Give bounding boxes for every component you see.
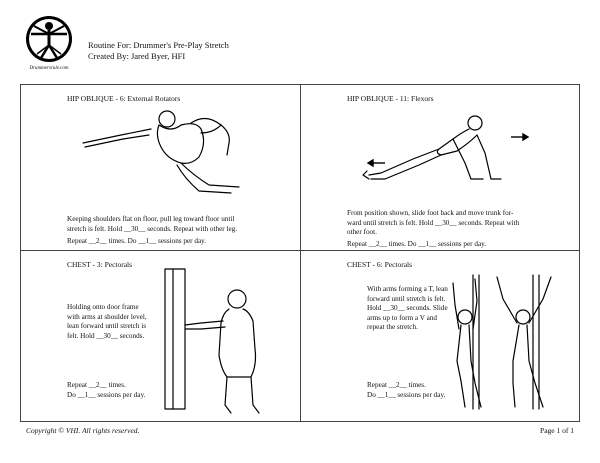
description-line: Hold __30__ seconds. Slide: [367, 304, 448, 312]
description-line: arms up to form a V and: [367, 313, 438, 322]
repeat-block: [67, 381, 145, 400]
panel-hip-oblique-flexors: [301, 85, 580, 250]
description-line: lean forward until stretch is: [67, 322, 147, 330]
panel-hip-oblique-external-rotators: [21, 85, 300, 250]
description-line: stretch is felt. Hold __30__ seconds. Repeat with other leg.: [67, 224, 238, 233]
description-line: repeat the stretch.: [367, 323, 418, 331]
hip-flexors-illustration: [361, 113, 531, 193]
panel-description: [67, 303, 147, 341]
description-line: forward until stretch is felt.: [367, 294, 446, 303]
vitruvian-man-icon: [20, 14, 78, 66]
description-line: felt. Hold __30__ seconds.: [67, 331, 145, 340]
panel-title: CHEST - 6: Pectorals: [347, 260, 413, 269]
panel-description: [347, 209, 519, 238]
document-header: [20, 14, 580, 76]
panel-description: [67, 215, 237, 234]
copyright-notice: Copyright © VHI. All rights reserved.: [26, 426, 140, 435]
door-frame-stretch-illustration: [161, 265, 271, 415]
sessions-line: Do __1__ sessions per day.: [67, 390, 146, 399]
panel-title: CHEST - 3: Pectorals: [67, 260, 133, 269]
routine-for-line: Routine For: Drummer's Pre-Play Stretch: [88, 40, 229, 50]
panel-title: HIP OBLIQUE - 11: Flexors: [347, 94, 434, 103]
external-rotators-illustration: [81, 103, 251, 198]
panel-title: HIP OBLIQUE - 6: External Rotators: [67, 94, 181, 103]
repeat-line: Repeat __2__ times.: [67, 381, 126, 389]
description-line: With arms forming a T, lean: [367, 285, 448, 293]
panel-chest-pectorals-door-frame: [21, 251, 300, 416]
corner-stretch-illustration: [451, 271, 571, 411]
repeat-block: [367, 381, 445, 400]
repeat-line: Repeat __2__ times. Do __1__ sessions per day.: [67, 237, 207, 245]
panel-chest-pectorals-corner: [301, 251, 580, 416]
header-text: [88, 40, 229, 62]
description-line: other foot.: [347, 228, 377, 236]
created-by-line: Created By: Jared Byer, HFI: [88, 51, 186, 61]
exercise-grid: [20, 84, 580, 422]
description-line: ward until stretch is felt. Hold __30__ seconds. Repeat with: [347, 218, 520, 227]
logo-caption: Drummersrule.com: [29, 66, 69, 71]
description-line: with arms at shoulder level,: [67, 312, 147, 321]
repeat-line: Repeat __2__ times. Do __1__ sessions per day.: [347, 240, 487, 248]
description-line: Holding onto door frame: [67, 303, 139, 311]
sessions-line: Do __1__ sessions per day.: [367, 390, 446, 399]
description-line: Keeping shoulders flat on floor, pull leg toward floor until: [67, 215, 235, 223]
panel-description: [367, 285, 448, 333]
repeat-line: Repeat __2__ times.: [367, 381, 426, 389]
logo: [20, 14, 78, 76]
description-line: From position shown, slide foot back and move trunk for-: [347, 209, 514, 217]
page-number: Page 1 of 1: [540, 426, 574, 435]
